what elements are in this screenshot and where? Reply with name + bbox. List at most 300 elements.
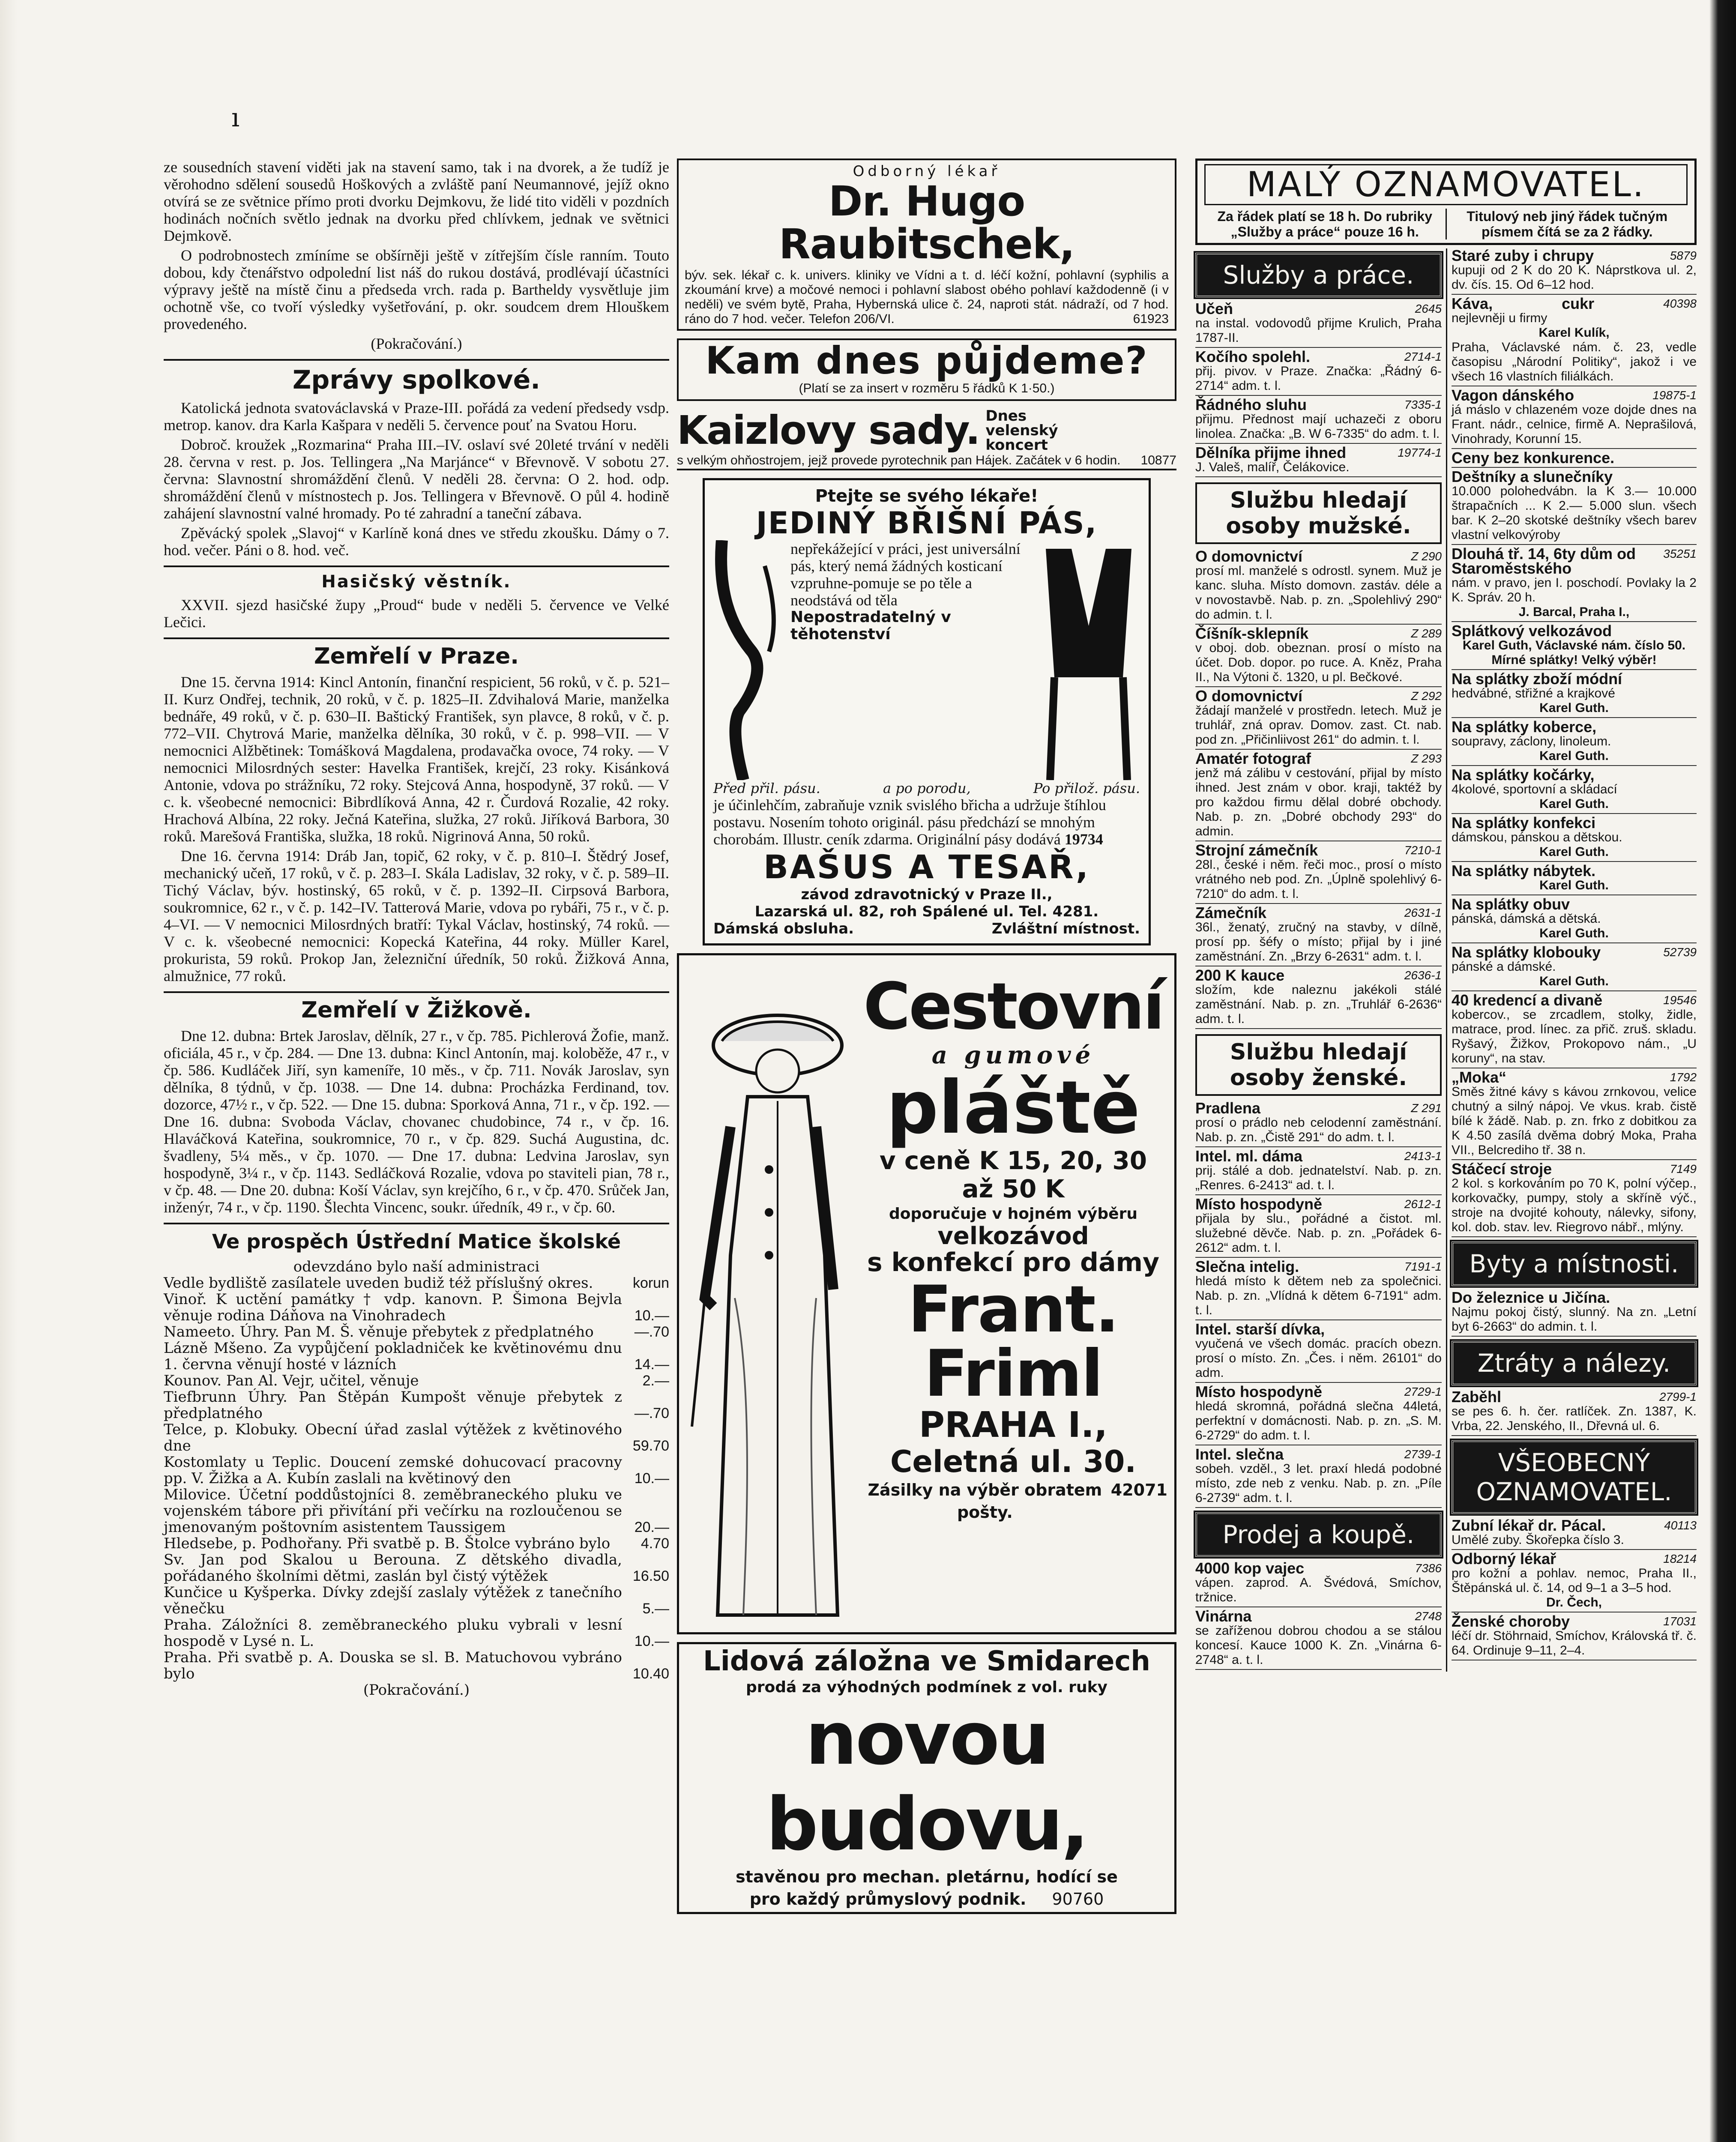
ad-kaizl-text: s velkým ohňostrojem, jejž provede pyrotechnik pan Hájek. Začátek v 6 hodin. 10877 (677, 453, 1176, 467)
classified-heading (1195, 1149, 1442, 1164)
belt-caption-mid: a po porodu, (883, 780, 971, 796)
ad-belt-room: Zvláštní místnost. (991, 920, 1140, 937)
classified-firm: Karel Guth. (1539, 974, 1609, 988)
belt-caption-after: Po přilož. pásu. (1033, 780, 1140, 796)
classified-text: přijala by slu., pořádné a čistot. ml. služebné děvče. Nab. p. zn. „Pořádek 6-2612“ adm. t. l. (1195, 1212, 1442, 1255)
classified-text: hledá skromná, pořádná slečna 44letá, perfektní v domácnosti. Nab. p. zn. „S. M. 6-2729“ do adm. t. l. (1195, 1399, 1442, 1442)
ad-belt-addr2: Lazarská ul. 82, roh Spálené ul. Tel. 4281. (754, 903, 1099, 920)
ad-coats-title1: Cestovní (863, 969, 1163, 1044)
classified-code: 7149 (1670, 1162, 1697, 1176)
classified-ad (1195, 1149, 1442, 1195)
classified-code: 2729-1 (1404, 1385, 1442, 1398)
belt-before-figure (713, 540, 786, 780)
classified-code: Z 292 (1411, 689, 1442, 703)
classified-ad (1195, 1322, 1442, 1383)
deaths-day: Dne 16. června 1914: Dráb Jan, topič, 62 roky, v č. p. 810–I. Štědrý Josef, mechanický učeň, 17 roků, v č. p. 283–I. Skála Ladislav, 32 roky, v č. p. 589–II. Tichý Václav, býv. hostinský, 65 roků, v č. p. 1392–II. Cirpsová Barbora, soukromnice, 62 r., v č. p. 142–IV. Tatterová Marie, vdova po rybáři, 75 r., v č. p. 4–VI. — V nemocnici Milosrdných bratří: Tykal Václav, hostinský, 74 roků. — V c. k. všeobecné nemocnici: Kopecká Kateřina, 44 roky. Müller Karel, prokurista, 59 roků. Prokop Jan, železniční úředník, 50 roků. Žižková Anna, almužnice, 77 roků. (164, 847, 669, 984)
classified-text: pro kožní a pohlav. nemoc, Praha II., Štěpánská ul. č. 14, od 9–1 a 3–5 hod. (1452, 1566, 1697, 1595)
classified-heading (1452, 1290, 1697, 1305)
classified-ad (1452, 388, 1697, 449)
classified-title: O domovnictví (1195, 687, 1303, 705)
section-heading-praha: Zemřelí v Praze. (164, 637, 669, 669)
classified-heading (1452, 451, 1697, 465)
classified-text: 28l., české i něm. řeči moc., prosí o místo vrátného neb pod. Zn. „Úplně spolehlivý 6-7210“ do adm. t. l. (1195, 858, 1442, 901)
category-label: Služby a práce. (1195, 253, 1442, 297)
column-classifieds (1195, 159, 1697, 1672)
classified-code: 5879 (1670, 249, 1697, 262)
classified-text: Najmu pokoj čistý, slunný. Na zn. „Letní byt 6-2663“ do admin. t. l. (1452, 1305, 1697, 1334)
classifieds-left (1195, 248, 1446, 1672)
classified-code: 7210-1 (1404, 844, 1442, 857)
classified-code: 1792 (1670, 1071, 1697, 1084)
classified-title: Místo hospodyně (1195, 1195, 1322, 1213)
classified-ad (1195, 751, 1442, 841)
intro-paragraph-2: O podrobnostech zmíníme se obšírněji ještě v zítřejším čísle ranním. Touto dobou, kdy čtenářstvo odpolední list náš do rukou dostává, prodlévají účastníci výpravy ještě na místě činu a předseda vrch. rada p. Bartheldy vysvětluje jim ochotně vše, co tvoří výsledky vyšetřování, p. okr. soudcem drem Hlouškem provedeného. (164, 247, 669, 332)
classified-heading (1195, 549, 1442, 564)
classified-code: 40398 (1663, 297, 1697, 310)
classified-text: jenž má zálibu v cestování, přijal by místo ihned. Jest znám v obor. kraji, taktéž by pro každou firmu dělal dobré obchody. Nab. p. zn. „Dobré obchody 293“ do admin. (1195, 766, 1442, 838)
donor-row: Telce, p. Klobuky. Obecní úřad zaslal výtěžek z květinového dne 59.70 (164, 1421, 669, 1454)
classified-code: 35251 (1663, 547, 1697, 560)
classified-text: v oboj. dob. obeznan. prosí o místo na účet. Dob. dopor. po ruce. A. Kněz, Praha II., Na Výtoni č. 1320, u pl. Bečkové. (1195, 641, 1442, 684)
classified-text: kupuji od 2 K do 20 K. Náprstkova ul. 2, dv. čís. 15. Od 6–12 hod. (1452, 263, 1697, 292)
classified-title: Dělníka přijme ihned (1195, 444, 1347, 461)
classified-code: 2413-1 (1404, 1149, 1442, 1163)
ad-belt (703, 478, 1151, 945)
classified-heading (1452, 547, 1697, 576)
ad-coats-firm2: Friml (924, 1337, 1102, 1411)
classified-heading (1452, 864, 1697, 878)
classified-text: léčí dr. Stöhrnaid, Smíchov, Královská tř. č. 64. Ordinuje 9–11, 2–4. (1452, 1629, 1697, 1657)
classified-title: 40 kredencí a divaně (1452, 991, 1603, 1009)
classified-title: Na splátky koberce, (1452, 718, 1597, 736)
ad-coats-konfekce: s konfekcí pro dámy (867, 1248, 1160, 1277)
woman-in-coat-illustration (688, 998, 868, 1628)
classified-firm: Karel Guth. (1539, 878, 1609, 892)
ad-bank-title: Lidová záložna ve Smidarech (703, 1645, 1150, 1677)
classified-text: pánské a dámské. (1452, 960, 1556, 974)
classified-ad (1195, 398, 1442, 444)
ad-number: 61923 (1133, 312, 1169, 326)
classified-code: 2739-1 (1404, 1448, 1442, 1461)
classified-heading (1195, 843, 1442, 858)
matice-donations (164, 1259, 669, 1698)
classified-title: Zámečník (1195, 904, 1267, 921)
classified-title: „Moka“ (1452, 1068, 1507, 1086)
classified-text: na instal. vodovodů přijme Krulich, Praha 1787-II. (1195, 316, 1442, 345)
classified-code: 2631-1 (1404, 906, 1442, 919)
ad-coats-store: velkozávod (937, 1222, 1089, 1250)
classified-code: 7386 (1415, 1562, 1442, 1575)
classified-title: Vinárna (1195, 1607, 1252, 1625)
classified-ad (1452, 248, 1697, 295)
classified-text: vyučená ve všech domác. pracích obezn. prosí o místo. Zn. „Čes. i něm. 26101“ do adm. (1195, 1337, 1442, 1380)
donor-row: Kostomlaty u Teplic. Doucení zemské dohucovací pracovny pp. V. Žižka a A. Kubín zaslali na květinový den 10.— (164, 1454, 669, 1487)
classified-title: Řádného sluhu (1195, 396, 1307, 413)
donor-row: Milovice. Účetní poddůstojníci 8. zeměbraneckého pluku ve vojenském tábore při přivítání při večírku na rozloučenou se jmenovaným poštovním asistentem Taussigem 20.— (164, 1486, 669, 1536)
classified-ad (1452, 672, 1697, 718)
section-heading-hasic: Hasičský věstník. (164, 565, 669, 592)
continued-note: (Pokračování.) (363, 1681, 470, 1699)
ad-kam-note: (Platí se za insert v rozměru 5 řádků K 1·50.) (799, 381, 1055, 395)
classified-title: Zubní lékař dr. Pácal. (1452, 1517, 1606, 1534)
classified-ad (1452, 1390, 1697, 1436)
classified-title: Stáčecí stroje (1452, 1160, 1552, 1178)
hasic-item: XXVII. sjezd hasičské župy „Proud“ bude v neděli 5. července ve Velké Lečici. (164, 596, 669, 631)
ad-coats-price1: v ceně K 15, 20, 30 (879, 1146, 1147, 1175)
classified-ad (1452, 1070, 1697, 1160)
classified-ad (1452, 945, 1697, 991)
classified-heading (1452, 672, 1697, 686)
ad-doctor-label: Odborný lékař (853, 163, 1001, 180)
classified-code: 2612-1 (1404, 1197, 1442, 1211)
classified-ad (1452, 547, 1697, 622)
classified-text: se pes 6. h. čer. ratlíček. Zn. 1387, K. Vrba, 22. Jenského, II., Dřevná ul. 6. (1452, 1404, 1697, 1433)
classified-code: 17031 (1663, 1615, 1697, 1628)
classified-title: Pradlena (1195, 1099, 1261, 1117)
classified-heading (1452, 1162, 1697, 1176)
classified-firm: Karel Kulík, (1538, 326, 1610, 340)
spolky-item: Katolická jednota svatováclavská v Praze-III. pořádá za vedení předsedy vsdp. metrop. kanov. dra Karla Kašpara v neděli 5. července pouť na Svatou Horu. (164, 399, 669, 434)
classified-firm: Karel Guth. (1539, 749, 1609, 763)
classified-ad (1195, 689, 1442, 750)
classified-heading (1452, 993, 1697, 1008)
classified-code: 2748 (1415, 1609, 1442, 1623)
ad-belt-more: je účinlehčím, zabraňuje vznik svislého břicha a udržuje štíhlou postavu. Nosením tohoto originál. pásu předchází se mnohým chorobám. Illustr. ceník zdarma. Originální pásy dodává 19734 (713, 796, 1106, 848)
ad-coats-price2: až 50 K (962, 1174, 1065, 1203)
classified-code: 19875-1 (1652, 389, 1697, 402)
classified-ad (1452, 864, 1697, 895)
ad-bank-foot1: stavěnou pro mechan. pletárnu, hodící se (736, 1867, 1118, 1886)
donor-row: Praha. Při svatbě p. A. Douska se sl. B. Matuchovou vybráno bylo 10.40 (164, 1649, 669, 1682)
classified-title: Amatér fotograf (1195, 750, 1311, 767)
classified-code: 2799-1 (1659, 1390, 1697, 1403)
classified-ad (1195, 626, 1442, 687)
classified-firm: J. Barcal, Praha I., (1518, 605, 1630, 619)
ad-coats-friml (677, 953, 1176, 1634)
donor-row: Kounov. Pan Al. Vejr, učitel, věnuje 2.— (164, 1372, 669, 1389)
classifieds-right (1446, 248, 1697, 1672)
classified-title: Zaběhl (1452, 1388, 1502, 1406)
classified-text: J. Valeš, malíř, Čelákovice. (1195, 460, 1350, 474)
classified-ad (1452, 1162, 1697, 1237)
belt-caption-before: Před přil. pásu. (713, 780, 820, 796)
classified-heading (1452, 248, 1697, 263)
classified-ad (1195, 549, 1442, 625)
classified-text: prosí ml. manželé s odrostl. synem. Muž je kanc. sluha. Místo domovn. zastáv. déle a v novostavbě. Nab. p. zn. „Spolehlivý 290“ do admin. t. l. (1195, 564, 1442, 622)
classified-ad (1452, 296, 1697, 386)
classified-heading (1195, 1385, 1442, 1399)
classified-text: 4kolové, sportovní a skládací (1452, 782, 1617, 796)
classified-text: Umělé zuby. Škořepka číslo 3. (1452, 1533, 1624, 1547)
donor-header-note: Vedle bydliště zasílatele uveden budiž též příslušný okres. (164, 1274, 593, 1292)
ad-kaizl-side: Dnes velenský koncert (985, 407, 1058, 454)
classified-text: 10.000 polohedvábn. la K 3.— 10.000 štrapačních ... K 2.— 5.000 slun. všech bar. K 2–20 skotské deštníky všech barev vlastní velkovýroby (1452, 484, 1697, 542)
classified-heading (1452, 945, 1697, 960)
classified-firm: Karel Guth. (1539, 701, 1609, 715)
classified-text: 2 kol. s korkováním po 70 K, polní výčep., korkovačky, pumpy, stoly a skříně výč., stroje na dvojité kohouty, nálevky, sifony, kol. dob. stav. lev. Riegrovo nábř., mlýny. (1452, 1176, 1697, 1234)
category-label: VŠEOBECNÝ OZNAMOVATEL. (1452, 1440, 1697, 1514)
section-heading-spolky: Zprávy spolkové. (164, 359, 669, 395)
classified-text: žádají manželé v prostředn. letech. Muž je truhlář, zná oprav. Domov. zast. Ct. nab. pod zn. „Přičinliivost 261“ do admin. t. l. (1195, 703, 1442, 747)
classified-title: Deštníky a slunečníky (1452, 468, 1613, 485)
classified-title: Ceny bez konkurence. (1452, 449, 1615, 467)
classified-code: 19546 (1663, 993, 1697, 1007)
classified-ad (1452, 1552, 1697, 1612)
classified-code: Z 291 (1411, 1101, 1442, 1115)
classified-text: pánská, dámská a dětská. (1452, 912, 1601, 926)
maly-oznamovatel-title: MALÝ OZNAMOVATEL. (1204, 164, 1688, 205)
classified-text: Praha, Václavské nám. č. 23, vedle časopisu „Národní Politiky“, jakož i ve všech 16 vlastních filiálkách. (1452, 340, 1697, 383)
classified-heading (1195, 350, 1442, 364)
classified-code: 7335-1 (1404, 398, 1442, 411)
classified-text: 36l., ženatý, zručný na stavby, v dílně, prosí pp. šéfy o místo; přijal by i jiné zaměstnání. Zn. „Brzy 6-2631“ adm. t. l. (1195, 920, 1442, 963)
classified-heading (1452, 624, 1697, 638)
classified-heading (1452, 1614, 1697, 1629)
spolky-item: Dobroč. kroužek „Rozmarina“ Praha III.–IV. oslaví své 20leté trvání v neděli 28. června v rest. p. Jos. Tellingera „Na Marjánce“ v Břevnově. V sobotu 27. června: Slavnostní shromáždění členů. V neděli 28. června: O 2. hod. odp. shromáždění členů v místnostech p. Jos. Tellingera v Břevnově. O půl 4. hodině zahájení slavnostní valné hromady. Po té zahradní a taneční zábava. (164, 436, 669, 522)
classified-title: Intel. slečna (1195, 1445, 1284, 1463)
ad-doctor-raubitschek (677, 159, 1176, 331)
continued-note: (Pokračování.) (371, 335, 462, 352)
classified-ad (1195, 350, 1442, 396)
classified-heading (1195, 1447, 1442, 1462)
classified-title-2: cukr (1562, 295, 1595, 312)
classified-text: prosí o prádlo neb celodenní zaměstnání. Nab. p. zn. „Čistě 291“ do adm. t. l. (1195, 1116, 1442, 1144)
praha-deaths (164, 673, 669, 984)
classified-code: 2645 (1415, 302, 1442, 315)
classified-heading (1452, 296, 1697, 311)
donor-row: Lázně Mšeno. Za vypůjčení pokladniček ke květinovému dnu 1. června věnují hosté v lázních 14.— (164, 1340, 669, 1373)
ad-belt-title: JEDINÝ BŘIŠNÍ PÁS, (756, 506, 1098, 541)
classified-ad (1452, 1518, 1697, 1550)
classified-text: nám. v pravo, jen I. poschodí. Povlaky la 2 K. Správ. 20 h. (1452, 576, 1697, 604)
classified-heading (1195, 398, 1442, 412)
classified-firm: Dr. Čech, (1546, 1595, 1602, 1609)
spolky-item: Zpěvácký spolek „Slavoj“ v Karlíně koná dnes ve středu zkoušku. Dámy o 7. hod. večer. Páni o 8. hod. več. (164, 524, 669, 559)
category-label: Ztráty a nálezy. (1452, 1341, 1697, 1385)
classified-ad (1195, 1259, 1442, 1320)
ad-belt-text: nepřekážející v práci, jest universální pás, který nemá žádných kosticaní vzpruhne-pomuje se po těle a neodstává od těla Nepostradatelný v těhotenství (790, 540, 1021, 643)
ad-bank-sub: prodá za výhodných podmínek z vol. ruky (746, 1678, 1107, 1696)
classified-heading (1452, 1390, 1697, 1404)
rate-note-right: Titulový neb jiný řádek tučným písmem čítá se za 2 řádky. (1446, 209, 1688, 239)
classified-firm: Karel Guth. (1539, 797, 1609, 811)
classified-title: Na splátky konfekci (1452, 814, 1596, 832)
classified-title: Na splátky kočárky, (1452, 766, 1595, 784)
ad-coats-title3: pláště (886, 1065, 1140, 1150)
ad-kaizl-title: Kaizlovy sady. (677, 407, 980, 453)
classified-ad (1452, 1614, 1697, 1660)
matice-sub: odevzdáno bylo naší administraci (293, 1258, 540, 1275)
classified-code: 2636-1 (1404, 969, 1442, 982)
ad-belt-ask: Ptejte se svého lékaře! (815, 486, 1039, 506)
maly-oznamovatel-header (1195, 159, 1697, 245)
classified-title: Slečna intelig. (1195, 1258, 1299, 1275)
category-box: Službu hledají osoby ženské. (1195, 1034, 1442, 1096)
classified-title: Na splátky klobouky (1452, 943, 1601, 961)
classified-title: O domovnictví (1195, 547, 1303, 565)
classified-code: Z 289 (1411, 627, 1442, 640)
classified-firm: Karel Guth. (1539, 926, 1609, 940)
classified-title: Káva, (1452, 295, 1493, 312)
classified-title: Vagon dánského (1452, 386, 1574, 404)
classified-ad (1195, 1561, 1442, 1607)
classified-ad (1195, 1385, 1442, 1445)
ad-kaizl (677, 409, 1176, 470)
classified-ad (1452, 470, 1697, 545)
classified-ad (1452, 451, 1697, 468)
ad-coats-recommend: doporučuje v hojném výběru (889, 1205, 1137, 1223)
classified-heading (1452, 1518, 1697, 1533)
classified-heading (1195, 446, 1442, 460)
ad-smidary-bank (677, 1642, 1176, 1914)
classified-text: nejlevněji u firmy (1452, 311, 1547, 325)
classified-heading (1195, 751, 1442, 766)
ad-number: 42071 (1110, 1481, 1167, 1499)
classified-title: Číšník-sklepník (1195, 625, 1309, 642)
classified-title: Učeň (1195, 300, 1233, 317)
classified-text: soupravy, záclony, linoleum. (1452, 734, 1611, 748)
ad-kam-dnes (677, 338, 1176, 401)
classified-text: sobeh. vzděl., 3 let. praxí hledá podobné místo, zde neb z venku. Nab. p. zn. „Píle 6-2739“ adm. t. l. (1195, 1462, 1442, 1505)
classified-text: hedvábné, střižné a krajkové (1452, 686, 1615, 700)
classified-code: 40113 (1664, 1519, 1697, 1532)
section-heading-zizkov: Zemřelí v Žižkově. (164, 991, 669, 1023)
classified-text: Směs žitné kávy s kávou zrnkovou, velice chutný a silný nápoj. Ve vkus. krab. čistě bílé k žádě. Nab. p. zn. frko z dobitkou za K 4.50 zasílá dvěma dobrý Moka, Praha VII., Belcrediho tř. 38 n. (1452, 1085, 1697, 1157)
donor-row: Hledsebe, p. Podhořany. Při svatbě p. B. Štolce vybráno bylo 4.70 (164, 1535, 669, 1552)
classified-text: přijmu. Přednost mají uchazeči z oboru linolea. Značka: „B. W 6-7335“ do adm. t. l. (1195, 412, 1442, 441)
classified-heading (1452, 1070, 1697, 1085)
ad-number: 90760 (1052, 1890, 1104, 1909)
classified-title: Na splátky obuv (1452, 895, 1570, 913)
margin-mark: ı (231, 103, 240, 133)
classified-heading (1452, 470, 1697, 484)
ad-coats-ship: Zásilky na výběr obratem pošty. (868, 1481, 1102, 1522)
classified-ad (1195, 1197, 1442, 1258)
classified-ad (1452, 720, 1697, 766)
classified-text: já máslo v chlazeném voze dojde dnes na Frant. nádr., celnice, firmě A. Neprašilová, Vinohrady, Korunní 15. (1452, 403, 1697, 446)
classified-ad (1452, 993, 1697, 1068)
deaths-day: Dne 15. června 1914: Kincl Antonín, finanční respicient, 56 roků, v č. p. 521–II. Kurz Ondřej, technik, 20 roků, v č. p. 1825–II. Zdvihalová Marie, manželka bednáře, 49 roků, v č. p. 630–II. Baštický František, syn plavce, 8 roků, v č. p. 772–VII. Chytrová Marie, manželka dělníka, 30 roků, v č. p. 998–VII. — V nemocnici Alžbětinek: Tomášková Magdalena, prodavačka ovoce, 74 roky. — V nemocnici Milosrdných sester: Havelka František, krejčí, 23 roky. Kisánková Antonie, vdova po strážníku, 72 roky. Stejcová Anna, hospodyně, 37 roků. — V c. k. všeobecné nemocnici: Bibrdlíková Anna, 42 r. Čurdová Rozalie, 42 roky. Hrachová Albína, 22 roky. Ječná Kateřina, služka, 27 roků. Jiříková Barbora, 30 roků. Marešová Františka, služka, 18 roků. Nigrinová Anna, 50 roků. (164, 673, 669, 845)
classified-ad (1452, 897, 1697, 943)
classified-text: prij. stálé a dob. jednatelství. Nab. p. zn. „Renres. 6-2413“ ad. t. l. (1195, 1164, 1442, 1192)
classified-title: Intel. ml. dáma (1195, 1147, 1303, 1165)
classified-heading (1452, 816, 1697, 830)
classified-ad (1452, 1290, 1697, 1337)
classified-ad (1452, 816, 1697, 862)
classified-heading (1195, 968, 1442, 983)
donor-row: Nameeto. Úhry. Pan M. Š. věnuje přebytek z předplatného —.70 (164, 1323, 669, 1340)
ad-bank-big: novou budovu, (766, 1696, 1087, 1867)
classified-title: Intel. starší dívka, (1195, 1320, 1325, 1338)
classified-code: 19774-1 (1398, 446, 1442, 459)
classified-ad (1195, 1447, 1442, 1508)
classified-title: Dlouhá tř. 14, 6ty dům od Staroměstského (1452, 545, 1636, 577)
spolky-section (164, 399, 669, 559)
donor-row: Sv. Jan pod Skalou u Berouna. Z dětského divadla, pořádaného školními dětmi, zaslán byl čistý výtěžek 16.50 (164, 1551, 669, 1585)
classified-heading (1195, 1609, 1442, 1624)
classified-code: 18214 (1663, 1552, 1697, 1565)
ad-coats-city: PRAHA I., (919, 1405, 1108, 1445)
classified-ad (1452, 624, 1697, 670)
classified-heading (1452, 720, 1697, 734)
ad-kam-title: Kam dnes půjdeme? (705, 338, 1148, 383)
ad-belt-service: Dámská obsluha. (713, 920, 854, 937)
donor-header-unit: korun (632, 1275, 669, 1291)
classified-ad (1195, 1101, 1442, 1147)
classified-title: Staré zuby i chrupy (1452, 247, 1594, 264)
donor-header (164, 1275, 669, 1291)
classified-firm: Karel Guth. (1539, 845, 1609, 859)
donor-row: Tiefbrunn Úhry. Pan Štěpán Kumpošt věnuje přebytek z předplatného —.70 (164, 1388, 669, 1422)
donor-row: Praha. Záložníci 8. zeměbraneckého pluku vybrali v lesní hospodě v Lysé n. L. 10.— (164, 1616, 669, 1650)
zizkov-deaths: Dne 12. dubna: Brtek Jaroslav, dělník, 27 r., v čp. 785. Pichlerová Žofie, manž. oficiála, 45 r., v čp. 284. — Dne 13. dubna: Kincl Antonín, maj. koloběže, 47 r., v čp. 586. Kudláček Jiří, syn kameníře, 10 měs., v čp. 711. Novák Jaroslav, syn dělníka, 8 týdnů, v čp. 1038. — Dne 14. dubna: Procházka Ferdinand, tov. dozorce, 47½ r., v čp. 522. — Dne 15. dubna: Sporková Anna, 71 r., v čp. 192. — Dne 16. dubna: Svoboda Václav, chovanec chudobince, 74 r., v čp. 16. Hlaváčková Kateřina, soukromnice, 70 r., v čp. 829. Suchá Augustina, dc. švadleny, 5¼ měs., v čp. 1070. — Dne 17. dubna: Ledvina Jaroslav, syn hospodyně, 3¼ r., v čp. 1143. Sedláčková Rozalie, vdova po staviteli pian, 78 r., v čp. 48. — Dne 20. dubna: Koší Václav, syn krejčího, 6 r., v čp. 470. Srůček Jan, inženýr, 74 r., v čp. 1190. Šlechta Vincenc, soukr. úředník, 49 r., v čp. 60. (164, 1027, 669, 1216)
ad-coats-firm1: Frant. (908, 1272, 1119, 1347)
classified-heading (1195, 1322, 1442, 1337)
ad-doctor-text: býv. sek. lékař c. k. univers. kliniky ve Vídni a t. d. léčí kožní, pohlavní (syphilis a zkoumání krve) a močové nemoci i pohlavní slabost obého pohlaví každodenně (i v neděli) ve svém bytě, Praha, Hybernská ulice č. 24, naproti stát. nádraží, od 7 hod. ráno do 7 hod. večer. Telefon 206/VI. 61923 (685, 268, 1169, 326)
classified-text: složím, kde naleznu jakékoli stálé zaměstnání. Nab. p. zn. „Truhlář 6-2636“ adm. t. l. (1195, 983, 1442, 1026)
classified-text: vápen. zaprod. A. Švédová, Smíchov, tržnice. (1195, 1576, 1442, 1604)
classified-title: Do železnice u Jičína. (1452, 1289, 1610, 1306)
classified-title: Ženské choroby (1452, 1612, 1570, 1630)
classified-text: dámskou, pánskou a dětskou. (1452, 830, 1622, 844)
classified-text: kobercov., se zrcadlem, stolky, židle, matrace, prod. línec. za přič. zruš. skladu. Ryšavý, Žižkov, Prokopovo nám., „U koruny“, na stav. (1452, 1008, 1697, 1065)
classified-code: Z 293 (1411, 752, 1442, 765)
column-news (164, 159, 669, 1698)
ad-doctor-name: Dr. Hugo Raubitschek, (778, 177, 1075, 268)
classified-title: Splátkový velkozávod (1452, 622, 1612, 640)
classified-code: Z 290 (1411, 550, 1442, 563)
classified-text: se zaříženou dobrou chodou a se stálou koncesí. Kauce 1000 K. Zn. „Vinárna 6-2748“ a. t. l. (1195, 1624, 1442, 1667)
classified-heading (1195, 302, 1442, 316)
rate-note-left: Za řádek platí se 18 h. Do rubriky „Služby a práce“ pouze 16 h. (1217, 209, 1432, 239)
intro-paragraph-1: ze sousedních stavení viděti jak na stavení samo, tak i na dvorek, a že tudíž je věrohodno sdělení sousedů Hoškových a zvláště paní Neumannové, jejíž okno otvírá se ze světnice přímo proti dvorku Dejmkovu, že lidé tito viděli v pozdních hodinách nočních světlo jednak na dvorku před chlívkem, jednak ve světnici Dejmkově. (164, 159, 669, 244)
classified-heading (1195, 689, 1442, 703)
classified-ad (1452, 768, 1697, 814)
ad-bank-foot2: pro každý průmyslový podnik. (749, 1890, 1027, 1909)
column-ads (677, 159, 1176, 1923)
donor-row: Kunčice u Kyšperka. Dívky zdejší zaslaly výtěžek z tanečního věnečku 5.— (164, 1584, 669, 1617)
ad-coats-street: Celetná ul. 30. (890, 1444, 1136, 1479)
classified-heading (1195, 906, 1442, 920)
classified-title: Místo hospodyně (1195, 1383, 1322, 1400)
classified-heading (1195, 1561, 1442, 1576)
classified-title: Na splátky zboží módní (1452, 670, 1622, 688)
classified-title: Na splátky nábytek. (1452, 862, 1596, 880)
classified-heading (1452, 897, 1697, 912)
classified-title: 200 K kauce (1195, 966, 1285, 984)
section-heading-matice: Ve prospěch Ústřední Matice školské (164, 1223, 669, 1254)
classified-title: Odborný lékař (1452, 1550, 1556, 1568)
classified-text: přij. pivov. v Praze. Značka: „Řádný 6-2714“ adm. t. l. (1195, 364, 1442, 393)
intro-article (164, 159, 669, 352)
ad-belt-firm: BAŠUS A TESAŘ, (763, 848, 1090, 886)
category-label: Prodej a koupě. (1195, 1512, 1442, 1557)
classified-title: Kočího spolehl. (1195, 348, 1311, 365)
classified-ad (1195, 302, 1442, 348)
classified-ad (1195, 968, 1442, 1029)
classified-heading (1195, 1197, 1442, 1212)
belt-after-figure (1037, 540, 1140, 780)
classified-code: 2714-1 (1404, 350, 1442, 363)
classified-heading (1195, 1259, 1442, 1274)
classified-heading (1195, 626, 1442, 641)
classified-title: 4000 kop vajec (1195, 1559, 1305, 1577)
classified-heading (1452, 388, 1697, 403)
classified-code: 7191-1 (1404, 1260, 1442, 1273)
classified-ad (1195, 843, 1442, 904)
donor-row: Vinoř. K uctění památky † vdp. kanovn. P. Šimona Bejvla věnuje rodina Dáňova na Vinohradech 10.— (164, 1291, 669, 1324)
category-label: Byty a místnosti. (1452, 1242, 1697, 1286)
